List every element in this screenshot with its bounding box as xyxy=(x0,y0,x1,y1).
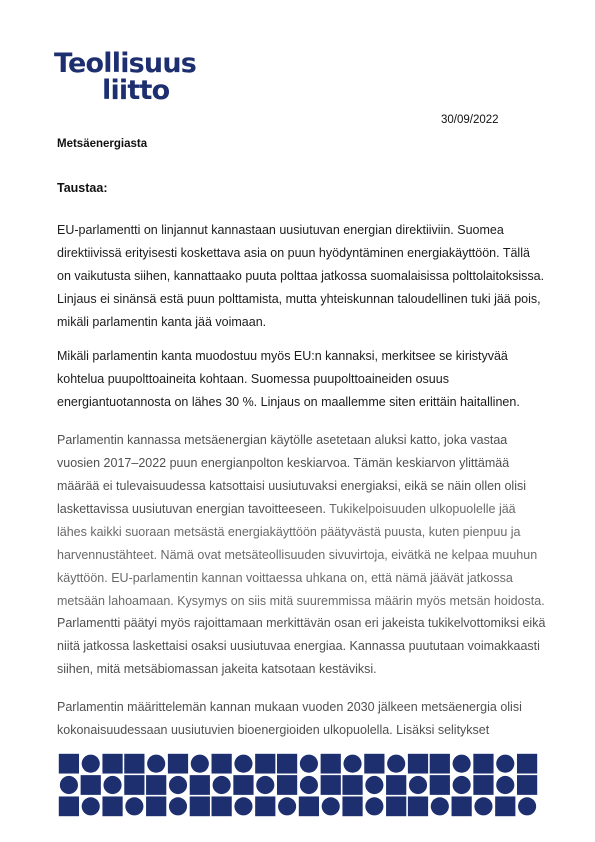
pattern-circle xyxy=(256,776,274,794)
pattern-circle xyxy=(474,797,492,815)
pattern-square xyxy=(212,754,232,774)
pattern-square xyxy=(277,775,297,795)
paragraph-3 xyxy=(57,429,547,613)
pattern-circle xyxy=(125,797,143,815)
logo-line-2: liitto xyxy=(102,75,170,106)
pattern-circle xyxy=(234,755,252,773)
pattern-square xyxy=(473,775,493,795)
pattern-square xyxy=(81,775,101,795)
pattern-circle xyxy=(191,755,209,773)
pattern-square xyxy=(102,754,122,774)
pattern-circle xyxy=(322,797,340,815)
pattern-square xyxy=(277,754,297,774)
pattern-square xyxy=(102,796,122,816)
document-title: Metsäenergiasta xyxy=(57,138,148,150)
paragraph-3-part-1: Parlamentin kannassa metsäenergian käytölle asetetaan aluksi katto, joka vastaa vuosien 2017–2022 puun energianpolton keskiarvoa. Tämän keskiarvon ylittämää määrää ei tulevaisuudessa katsottaisi uusiutuvaksi energiaksi, eikä se näin ollen olisi laskettavissa uusiutuvan energian tavoitteeseen. xyxy=(57,433,527,516)
footer-decorative-pattern xyxy=(58,753,538,817)
pattern-square xyxy=(233,775,253,795)
pattern-circle xyxy=(234,797,252,815)
pattern-square xyxy=(59,754,79,774)
pattern-square xyxy=(473,754,493,774)
pattern-circle xyxy=(300,755,318,773)
pattern-circle xyxy=(147,755,165,773)
pattern-square xyxy=(386,796,406,816)
pattern-square xyxy=(452,796,472,816)
paragraph-2: Mikäli parlamentin kanta muodostuu myös EU:n kannaksi, merkitsee se kiristyvää kohtelua puupolttoaineita kohtaan. Suomessa puupolttoaineiden osuus energiantuotannosta on lähes 30 %. Linjaus on maallemme siten erittäin haitallinen. xyxy=(57,349,520,409)
document-date: 30/09/2022 xyxy=(441,114,499,126)
pattern-circle xyxy=(453,776,471,794)
pattern-square xyxy=(321,754,341,774)
pattern-square xyxy=(299,796,319,816)
pattern-square xyxy=(146,796,166,816)
pattern-square xyxy=(146,775,166,795)
pattern-circle xyxy=(82,755,100,773)
pattern-square xyxy=(517,775,537,795)
pattern-circle xyxy=(409,776,427,794)
pattern-circle xyxy=(453,755,471,773)
pattern-square xyxy=(430,775,450,795)
pattern-circle xyxy=(169,797,187,815)
pattern-square xyxy=(364,754,384,774)
pattern-square xyxy=(190,796,210,816)
pattern-square xyxy=(321,775,341,795)
pattern-square xyxy=(124,754,144,774)
pattern-circle xyxy=(343,755,361,773)
pattern-circle xyxy=(496,776,514,794)
pattern-circle xyxy=(496,755,514,773)
pattern-circle xyxy=(213,776,231,794)
pattern-square xyxy=(212,796,232,816)
pattern-circle xyxy=(278,797,296,815)
paragraph-3-part-2: Tukikelpoisuuden ulkopuolelle jää lähes kaikki suoraan metsästä energiakäyttöön päätyvästä puusta, kuten pienpuu ja harvennustähteet. Nämä ovat metsäteollisuuden sivuvirtoja, eivätkä ne kelpaa muuhun käyttöön. EU-parlamentin kannan voittaessa uhkana on, että nämä jäävät jatkossa metsään lahoamaan. Kysymys on siis mitä suuremmissa määrin myös metsän hoidosta. xyxy=(57,502,545,608)
section-heading: Taustaa: xyxy=(57,181,108,195)
pattern-square xyxy=(495,796,515,816)
pattern-square xyxy=(517,754,537,774)
pattern-circle xyxy=(169,776,187,794)
paragraph-5: Parlamentin määrittelemän kannan mukaan vuoden 2030 jälkeen metsäenergia olisi kokonaisuudessaan uusiutuvien bioenergioiden ulkopuolella. Lisäksi selitykset xyxy=(57,700,522,737)
pattern-square xyxy=(430,754,450,774)
pattern-square xyxy=(168,754,188,774)
pattern-square xyxy=(124,775,144,795)
pattern-square xyxy=(255,796,275,816)
pattern-square xyxy=(59,796,79,816)
pattern-circle xyxy=(518,797,536,815)
pattern-square xyxy=(255,754,275,774)
pattern-square xyxy=(190,775,210,795)
pattern-circle xyxy=(60,776,78,794)
teollisuusliitto-logo xyxy=(54,50,196,104)
pattern-circle xyxy=(82,797,100,815)
pattern-circle xyxy=(103,776,121,794)
logo-line-1: Teollisuus xyxy=(54,48,197,79)
pattern-square xyxy=(342,796,362,816)
paragraph-1: EU-parlamentti on linjannut kannastaan uusiutuvan energian direktiiviin. Suomea direktiivissä erityisesti koskettava asia on puun hyödyntäminen energiakäyttöön. Tällä on vaikutusta siihen, kannattaako puuta polttaa jatkossa suomalaisissa polttolaitoksissa. Linjaus ei sinänsä estä puun polttamista, mutta yhteiskunnan taloudellinen tuki jää pois, mikäli parlamentin kanta jää voimaan. xyxy=(57,223,545,329)
pattern-square xyxy=(408,796,428,816)
pattern-square xyxy=(342,775,362,795)
paragraph-4: Parlamentti päätyi myös rajoittamaan merkittävän osan eri jakeista tukikelvottomiksi eikä niitä jatkossa laskettaisi osaksi uusiutuvaa energiaa. Kannassa puututaan voimakkaasti siihen, mitä metsäbiomassan jakeita katsotaan kestäviksi. xyxy=(57,616,546,676)
pattern-circle xyxy=(431,797,449,815)
pattern-circle xyxy=(365,776,383,794)
pattern-circle xyxy=(300,776,318,794)
pattern-square xyxy=(386,775,406,795)
pattern-circle xyxy=(365,797,383,815)
pattern-square xyxy=(408,754,428,774)
pattern-circle xyxy=(387,755,405,773)
